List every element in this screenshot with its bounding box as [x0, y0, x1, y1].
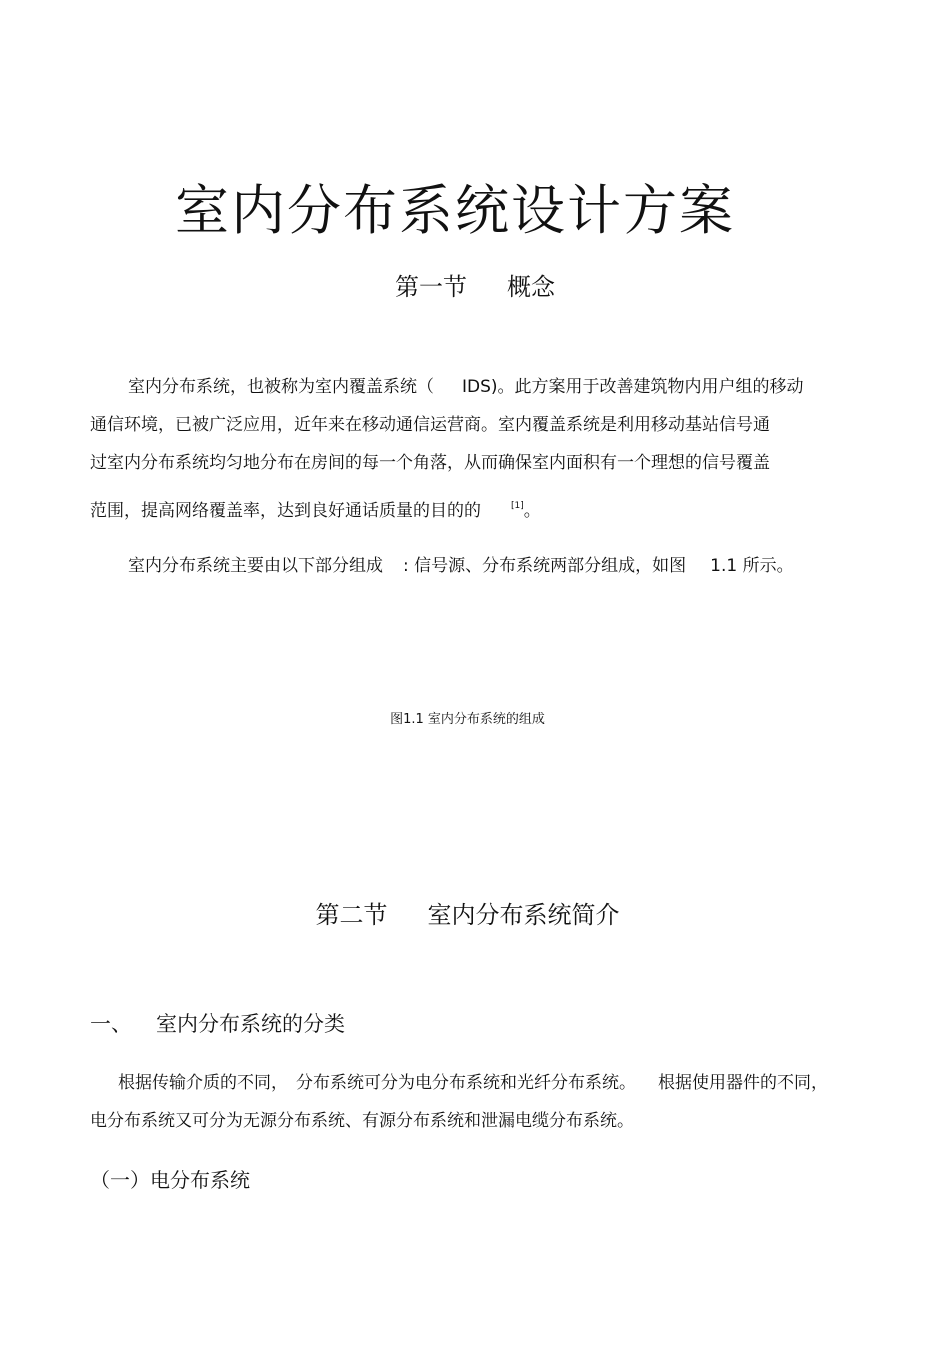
section-2-name: 室内分布系统简介	[427, 901, 620, 929]
composition-line	[128, 554, 794, 578]
heading-classification	[90, 1008, 345, 1038]
document-title: 室内分布系统设计方案	[175, 179, 735, 242]
citation-mark: [1]	[511, 501, 524, 511]
section-1-name: 概念	[507, 273, 555, 301]
intro-line-1-b: IDS)。此方案用于改善建筑物内用户组的移动	[462, 377, 804, 397]
section-1-heading	[0, 267, 950, 302]
figure-caption: 图1.1 室内分布系统的组成	[390, 712, 545, 727]
section-2-heading	[0, 895, 935, 930]
classification-line-2: 电分布系统又可分为无源分布系统、有源分布系统和泄漏电缆分布系统。	[90, 1111, 634, 1131]
intro-line-4	[90, 494, 541, 523]
classification-1c: 根据使用器件的不同，	[658, 1073, 828, 1093]
composition-a: 室内分布系统主要由以下部分组成	[128, 556, 383, 576]
intro-line-4-end: 。	[523, 501, 541, 521]
subheading-electrical-distribution: （一）电分布系统	[90, 1168, 250, 1192]
intro-line-4-text: 范围，提高网络覆盖率，达到良好通话质量的目的的	[90, 501, 481, 521]
intro-line-3: 过室内分布系统均匀地分布在房间的每一个角落，从而确保室内面积有一个理想的信号覆盖	[90, 453, 770, 473]
heading-number: 一、	[90, 1012, 132, 1036]
heading-text: 室内分布系统的分类	[156, 1012, 345, 1036]
section-2-number: 第二节	[315, 901, 388, 929]
intro-line-1	[128, 375, 804, 399]
section-1-number: 第一节	[395, 273, 467, 301]
intro-line-1-a: 室内分布系统，也被称为室内覆盖系统（	[128, 377, 434, 397]
classification-1b: 分布系统可分为电分布系统和光纤分布系统。	[296, 1073, 636, 1093]
classification-line-1	[118, 1071, 828, 1095]
composition-c: 1.1 所示。	[710, 556, 794, 576]
intro-line-2: 通信环境，已被广泛应用，近年来在移动通信运营商。室内覆盖系统是利用移动基站信号通	[90, 415, 770, 435]
composition-b: : 信号源、分布系统两部分组成，如图	[403, 556, 687, 576]
classification-1a: 根据传输介质的不同，	[118, 1073, 288, 1093]
